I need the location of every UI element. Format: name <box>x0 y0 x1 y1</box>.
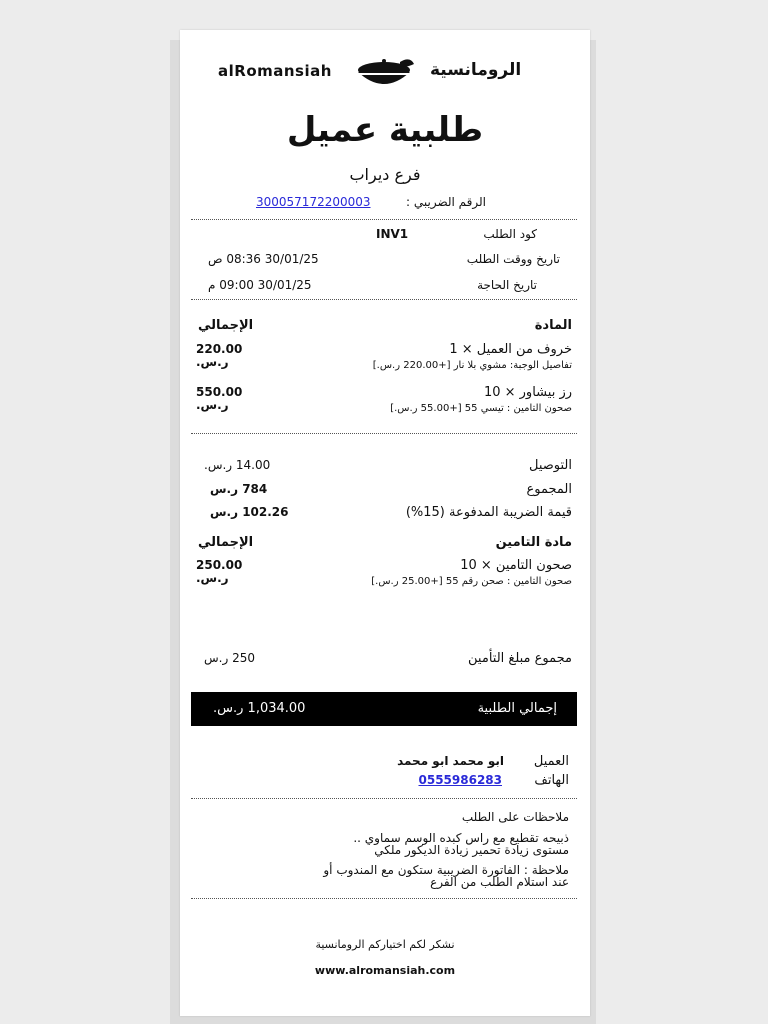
tax-invoice-note: ملاحظة : الفاتورة الضريبية ستكون مع المندوب أو عند استلام الطلب من الفرع <box>323 863 569 889</box>
item-title: خروف من العميل × 1 <box>449 342 572 357</box>
divider <box>191 219 577 220</box>
need-date-value: 30/01/25 09:00 م <box>208 278 312 292</box>
phone-link[interactable]: 0555986283 <box>418 773 502 787</box>
order-code-value: INV1 <box>376 227 409 241</box>
tax-label: قيمة الضريبة المدفوعة (15%) <box>405 505 572 520</box>
tray-with-cloche-icon <box>354 56 418 94</box>
order-datetime-label: تاريخ ووقت الطلب <box>466 252 560 266</box>
phone-label: الهاتف <box>534 773 569 788</box>
order-code-label: كود الطلب <box>483 227 537 241</box>
website-text: www.alromansiah.com <box>314 964 456 977</box>
item-price: 250.00 ر.س. <box>196 558 243 585</box>
insurance-total-value: 250 ر.س <box>204 651 255 665</box>
grand-total-bar <box>191 692 577 726</box>
items-header-item: المادة <box>534 318 572 333</box>
insurance-total-label: مجموع مبلغ التأمين <box>468 651 572 666</box>
tax-value: 102.26 ر.س <box>210 505 289 519</box>
divider <box>191 898 577 899</box>
divider <box>191 433 577 434</box>
need-date-label: تاريخ الحاجة <box>477 278 537 292</box>
item-detail: صحون التامين : تيسي 55 [+55.00 ر.س.] <box>390 403 572 414</box>
logo <box>180 52 590 96</box>
item-price: 220.00 ر.س. <box>196 342 243 369</box>
list-item <box>272 385 572 414</box>
branch-name: فرع ديراب <box>349 165 421 184</box>
customer-label: العميل <box>533 754 569 769</box>
delivery-value: 14.00 ر.س. <box>204 458 271 472</box>
notes-title: ملاحظات على الطلب <box>461 810 569 824</box>
subtotal-label: المجموع <box>526 482 572 497</box>
item-price: 550.00 ر.س. <box>196 385 243 412</box>
note-text: ذبيحه تقطيع مع راس كبده الوسم سماوي .. مستوى زيادة تحمير زيادة الديكور ملكي <box>353 831 569 857</box>
receipt <box>180 30 590 1016</box>
insurance-header-total: الإجمالي <box>198 535 254 550</box>
item-detail: تفاصيل الوجبة: مشوي بلا نار [+220.00 ر.س.] <box>372 360 572 371</box>
vat-number-link[interactable]: 300057172200003 <box>256 195 371 209</box>
logo-text-en: alRomansiah <box>218 62 332 80</box>
order-datetime-value: 30/01/25 08:36 ص <box>208 252 319 266</box>
insurance-header-item: مادة التامين <box>495 535 572 550</box>
items-header-total: الإجمالي <box>198 318 254 333</box>
logo-text-ar: الرومانسية <box>430 60 522 80</box>
item-title: رز بيشاور × 10 <box>483 385 572 400</box>
item-detail: صحون التامين : صحن رقم 55 [+25.00 ر.س.] <box>371 576 572 587</box>
item-title: صحون التامين × 10 <box>460 558 572 573</box>
list-item <box>272 558 572 587</box>
subtotal-value: 784 ر.س <box>210 482 268 496</box>
delivery-label: التوصيل <box>528 458 572 473</box>
grand-total-value: 1,034.00 ر.س. <box>213 701 306 716</box>
divider <box>191 798 577 799</box>
list-item <box>272 342 572 371</box>
divider <box>191 299 577 300</box>
customer-name: ابو محمد ابو محمد <box>397 754 504 768</box>
document-title: طلبية عميل <box>286 110 484 150</box>
vat-label: الرقم الضريبي : <box>406 195 486 209</box>
thanks-text: نشكر لكم اختياركم الرومانسية <box>315 938 455 951</box>
grand-total-label: إجمالي الطلبية <box>477 701 557 716</box>
